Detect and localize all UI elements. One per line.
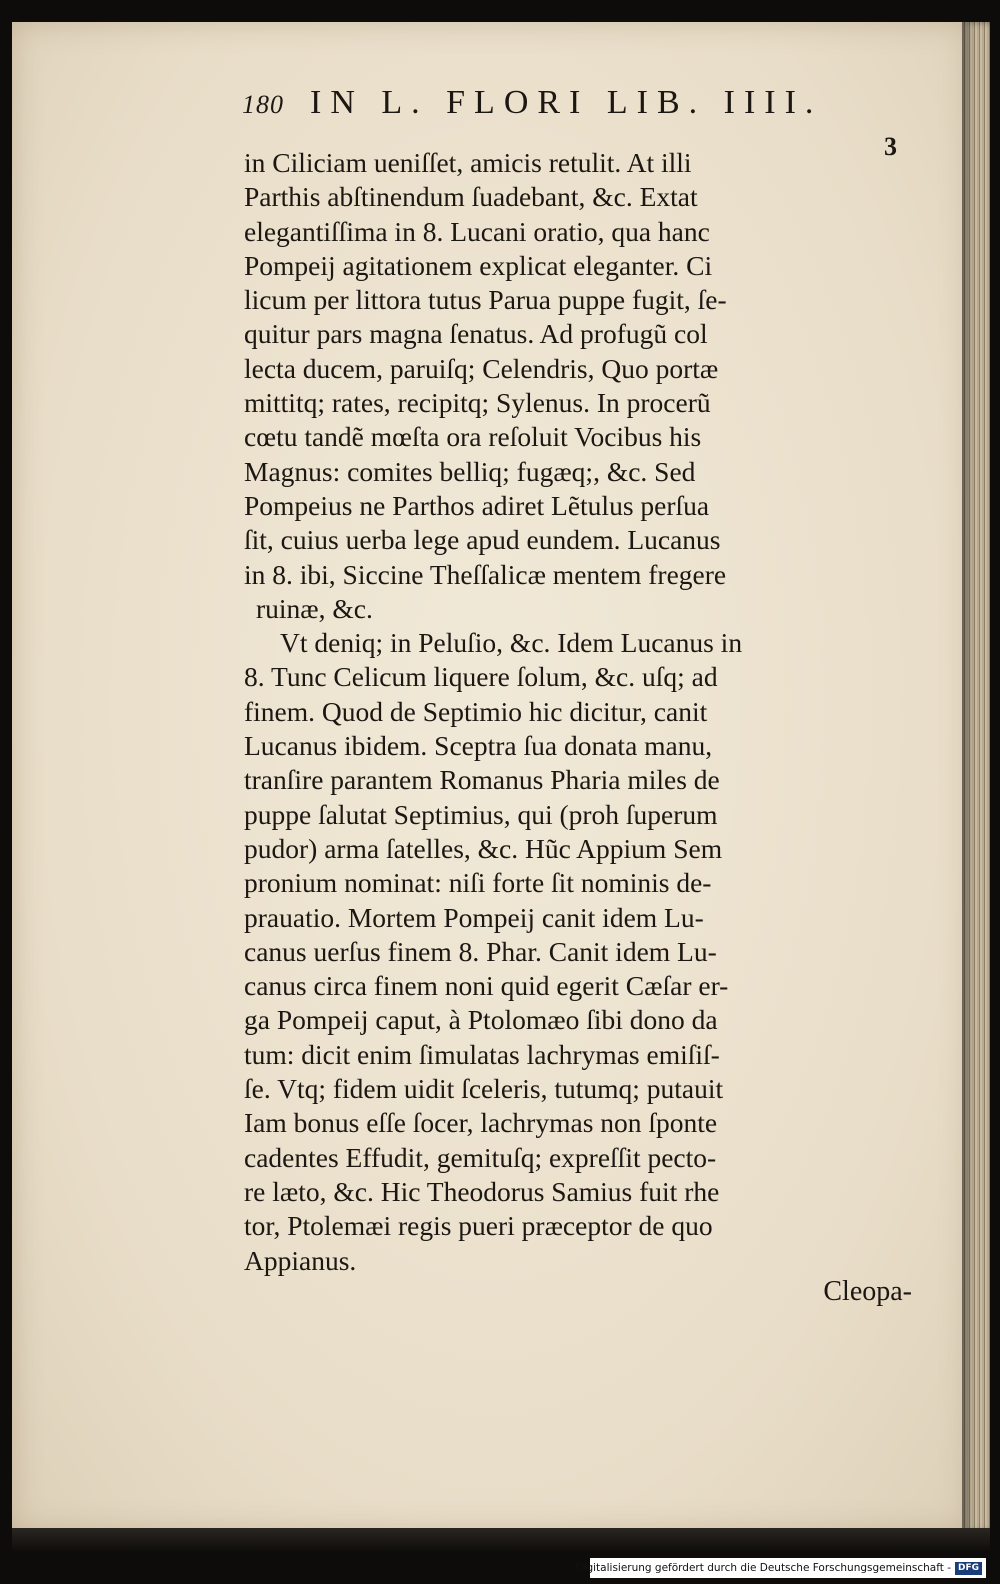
- text-line: pudor) arma ſatelles, &c. Hũc Appium Sem: [244, 832, 723, 864]
- digitization-credit-bar: [575, 1558, 986, 1578]
- page-bottom-shadow: [12, 1528, 990, 1552]
- text-line: ſit, cuius uerba lege apud eundem. Lucanus: [244, 524, 721, 556]
- text-line: ruinæ, &c.: [256, 592, 373, 624]
- margin-mark: 3: [884, 132, 897, 161]
- text-line: ga Pompeij caput, à Ptolomæo ſibi dono da: [244, 1004, 718, 1036]
- text-line: finem. Quod de Septimio hic dicitur, canit: [244, 695, 708, 727]
- paragraph-start-line: Vt deniq; in Peluſio, &c. Idem Lucanus in: [280, 627, 743, 659]
- text-line: tranſire parantem Romanus Pharia miles de: [244, 764, 720, 796]
- text-line: in 8. ibi, Siccine Theſſalicæ mentem fregere: [244, 558, 727, 590]
- text-line: canus uerſus finem 8. Phar. Canit idem Lu-: [244, 935, 717, 967]
- text-line: tor, Ptolemæi regis pueri præceptor de quo: [244, 1210, 713, 1242]
- text-line: Iam bonus eſſe ſocer, lachrymas non ſponte: [244, 1107, 718, 1139]
- running-title: IN L. FLORI LIB. IIII.: [310, 84, 823, 121]
- text-line: re læto, &c. Hic Theodorus Samius fuit rhe: [244, 1175, 720, 1207]
- text-line: prauatio. Mortem Pompeij canit idem Lu-: [244, 901, 704, 933]
- text-line: ſe. Vtq; fidem uidit ſceleris, tutumq; putauit: [244, 1073, 724, 1105]
- text-line: cadentes Effudit, gemituſq; expreſſit pecto-: [244, 1141, 717, 1173]
- page-fore-edge: [962, 22, 990, 1532]
- text-line: Appianus.: [244, 1244, 357, 1276]
- text-line: lecta ducem, paruiſq; Celendris, Quo portæ: [244, 352, 719, 384]
- text-line: licum per littora tutus Parua puppe fugit, ſe-: [244, 284, 727, 316]
- text-line: puppe ſalutat Septimius, qui (proh ſuperum: [244, 798, 718, 830]
- text-line: Parthis abſtinendum ſuadebant, &c. Extat: [244, 181, 698, 213]
- text-line: Magnus: comites belliq; fugæq;, &c. Sed: [244, 455, 696, 487]
- text-line: elegantiſſima in 8. Lucani oratio, qua hanc: [244, 215, 710, 247]
- text-line: Pompeius ne Parthos adiret Lẽtulus perſua: [244, 489, 710, 521]
- catchword: Cleopa-: [823, 1276, 912, 1307]
- body-text: [244, 146, 912, 1278]
- text-line: 8. Tunc Celicum liquere ſolum, &c. uſq; ad: [244, 661, 718, 693]
- text-line: quitur pars magna ſenatus. Ad profugũ col: [244, 318, 708, 350]
- text-line: cœtu tandẽ mœſta ora reſoluit Vocibus his: [244, 421, 702, 453]
- text-line: pronium nominat: niſi forte ſit nominis de-: [244, 867, 712, 899]
- text-line: tum: dicit enim ſimulatas lachrymas emiſiſ-: [244, 1038, 720, 1070]
- text-line: Pompeij agitationem explicat eleganter. Ci: [244, 249, 713, 281]
- dfg-logo: DFG: [955, 1562, 982, 1575]
- text-line: in Ciliciam ueniſſet, amicis retulit. At illi: [244, 147, 692, 178]
- running-header: [242, 84, 882, 134]
- text-line: canus circa finem noni quid egerit Cæſar er-: [244, 970, 729, 1002]
- digitization-credit: Digitalisierung gefördert durch die Deutsche Forschungsgemeinschaft -: [575, 1562, 951, 1574]
- text-line: Lucanus ibidem. Sceptra ſua donata manu,: [244, 730, 713, 762]
- text-line: mittitq; rates, recipitq; Sylenus. In procerũ: [244, 387, 711, 419]
- folio-number: 180: [242, 90, 284, 119]
